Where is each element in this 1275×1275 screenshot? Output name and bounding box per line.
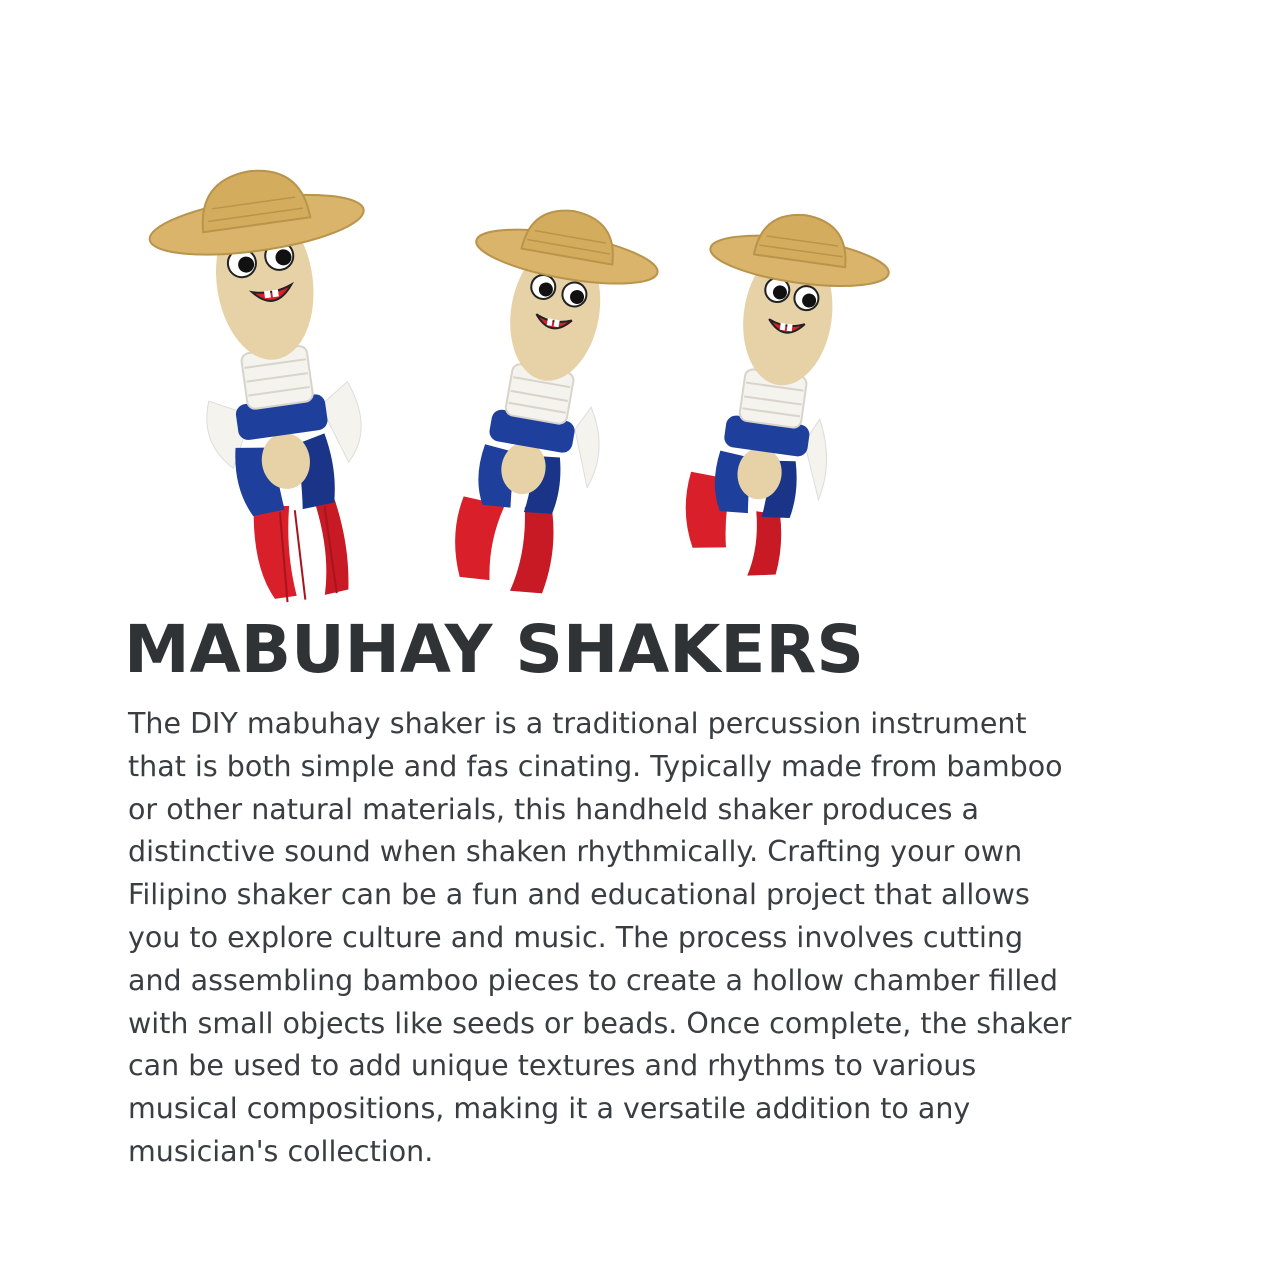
shaker-illustration [139,155,438,624]
straw-hat [142,156,367,265]
description-text: The DIY mabuhay shaker is a traditional percussion instrument that is both simple and fas cinating. Typically made from bamboo or other natural materials, this handheld shaker produces a distinctive sound when shaken rhythmically. Crafting your own Filipino shaker can be a fun and educational project that allows you to explore culture and music. The process involves cutting and assembling bamboo pieces to create a hollow chamber filled with small objects like seeds or beads. Once complete, the shaker can be used to add unique textures and rhythms to various musical compositions, making it a versatile addition to any musician's collection. [128,707,1072,1168]
straw-hat [707,203,895,295]
page-title: MABUHAY SHAKERS [124,611,864,688]
shaker-illustration [417,196,683,625]
straw-hat [472,195,665,294]
shaker-2 [417,196,683,625]
shaker-illustration [663,203,917,627]
shaker-1 [139,155,438,624]
shaker-3 [663,203,917,627]
product-image [150,160,910,610]
